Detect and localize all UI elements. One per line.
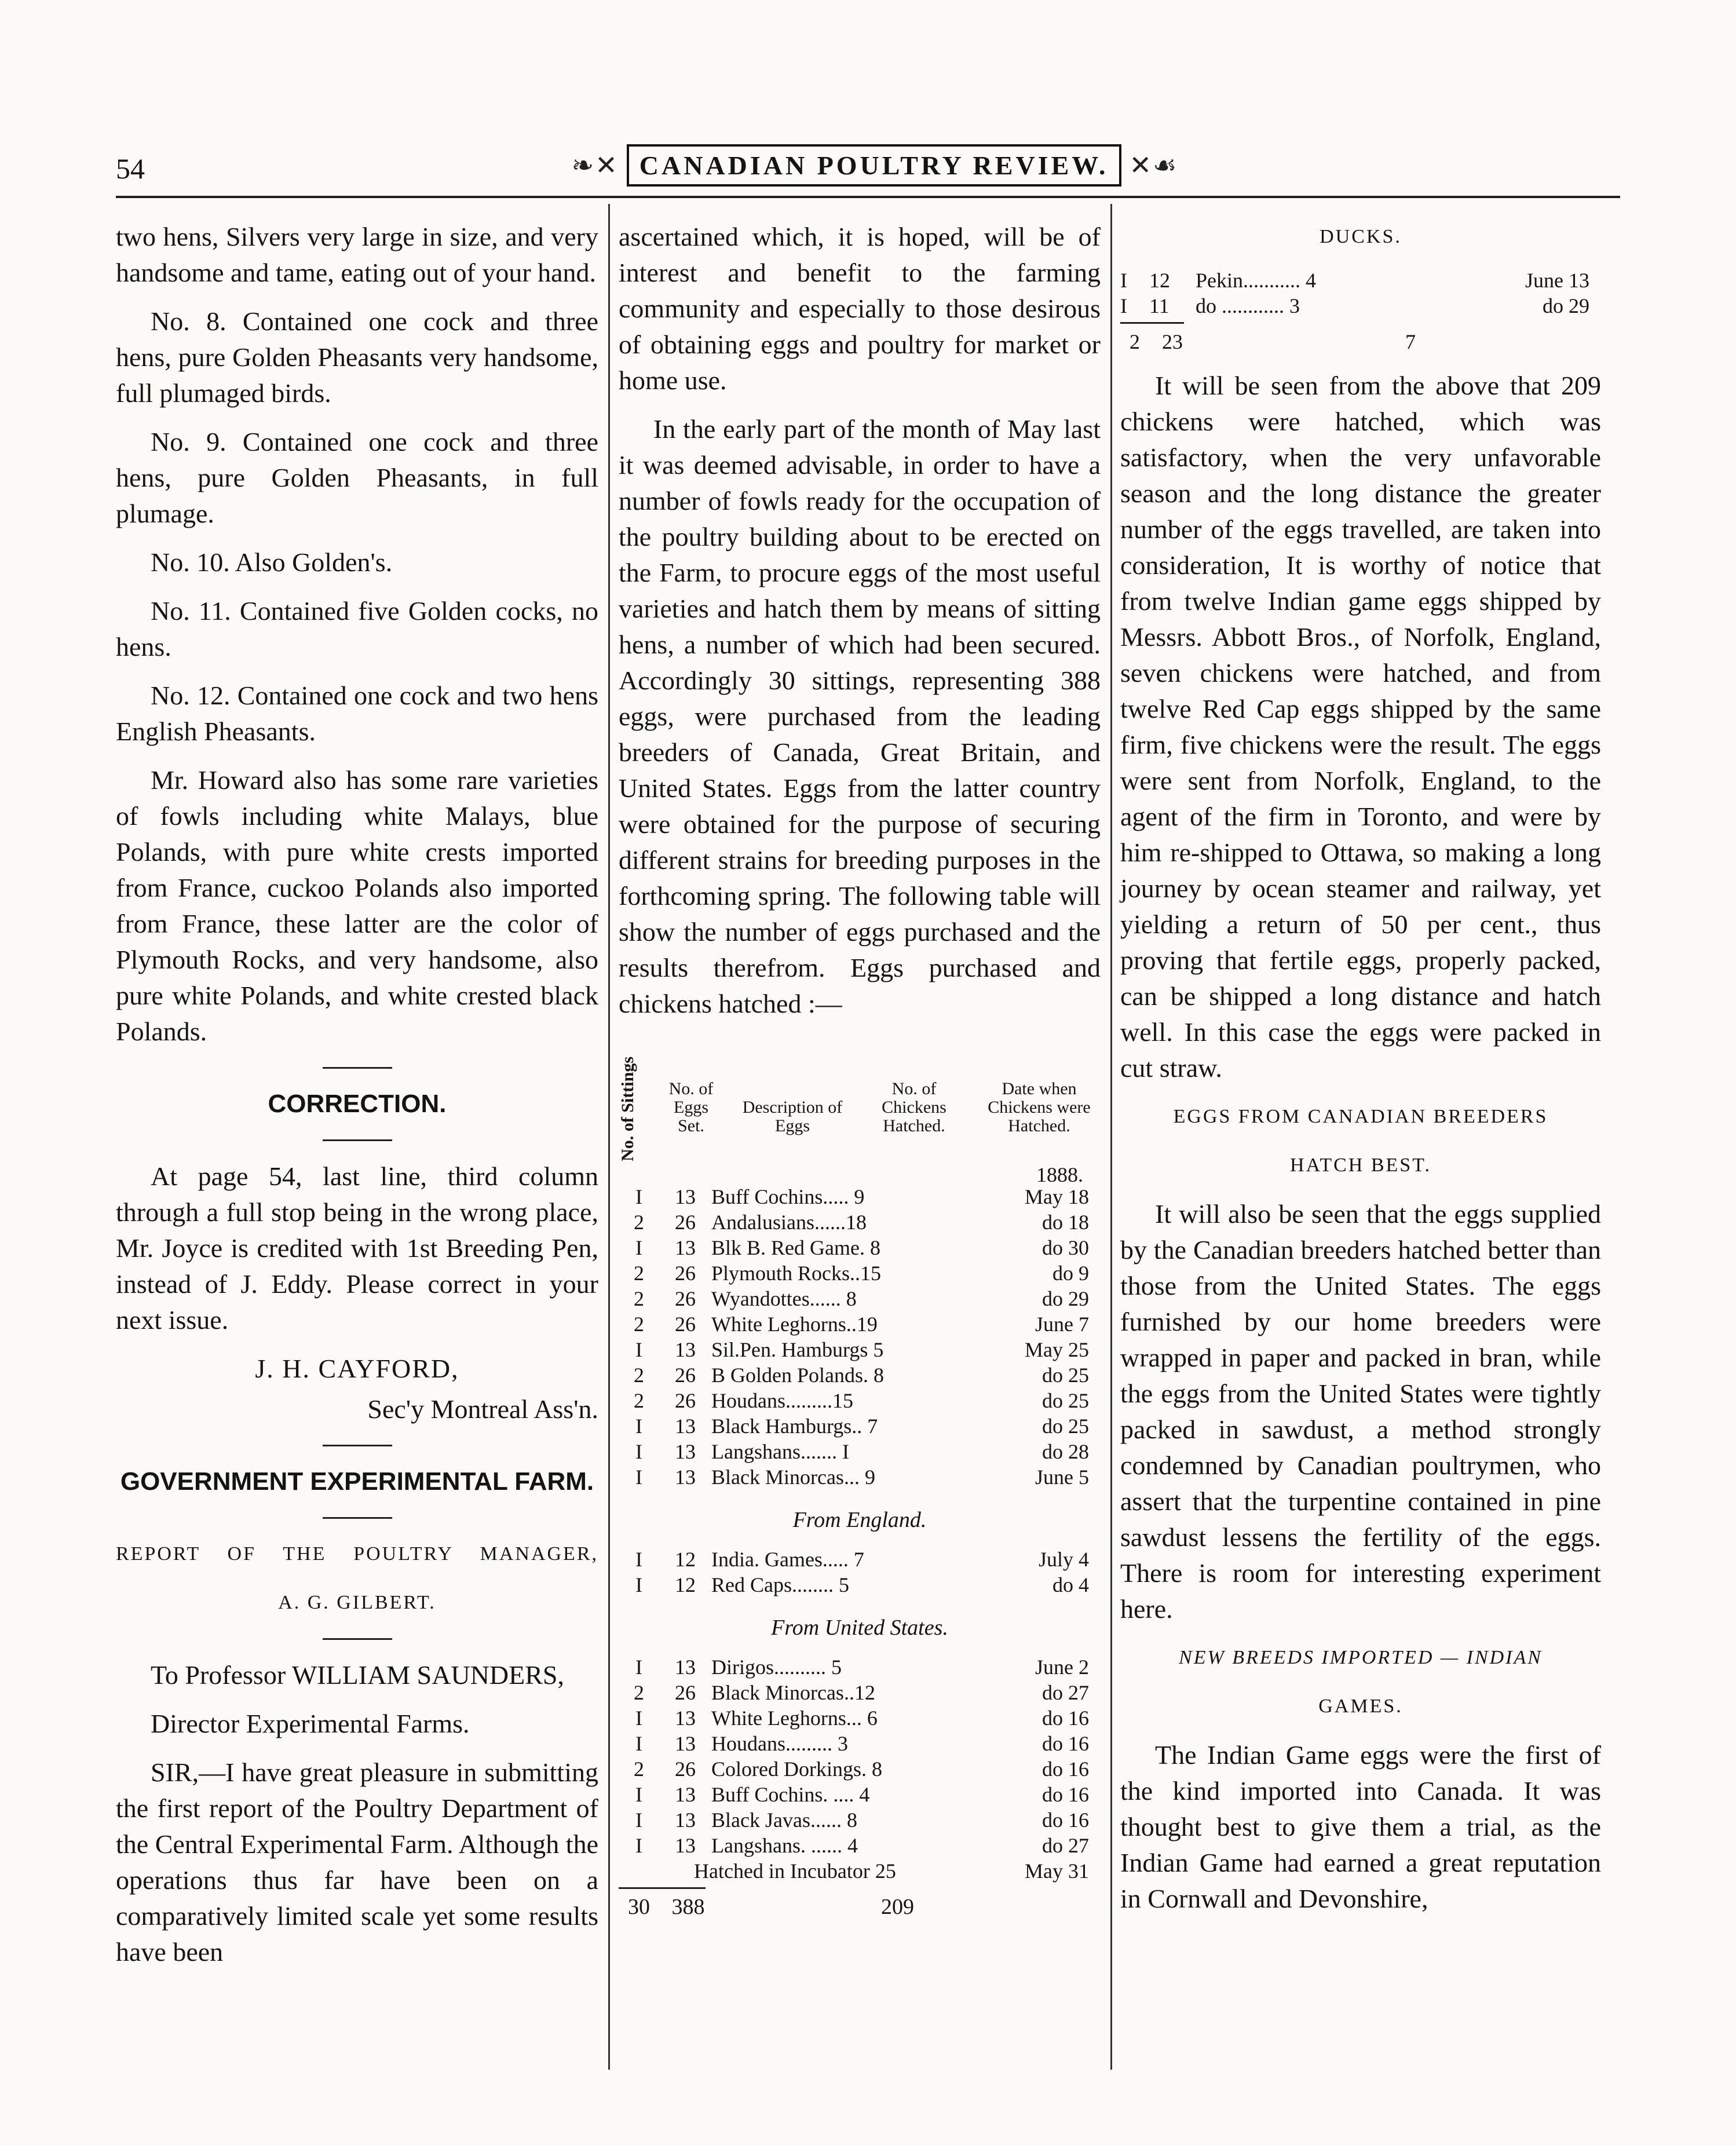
cell-eggs: 13	[675, 1440, 696, 1463]
cell-description: Andalusians......18	[711, 1211, 867, 1234]
table-row	[619, 1439, 1101, 1464]
cell-sittings: I	[635, 1466, 642, 1489]
cell-eggs: 26	[675, 1364, 696, 1387]
table-row	[619, 1547, 1101, 1572]
paragraph: No. 11. Contained five Golden cocks, no hens.	[116, 596, 598, 662]
cell-date: do 25	[1042, 1415, 1089, 1438]
cell-sittings: 2	[634, 1681, 644, 1704]
column-1	[116, 219, 598, 1983]
cell-description: White Leghorns..19	[711, 1313, 878, 1336]
cell-eggs: 26	[675, 1313, 696, 1336]
paragraph: two hens, Silvers very large in size, and very handsome and tame, eating out of your hand.	[116, 222, 598, 287]
publication-title: CANADIAN POULTRY REVIEW.	[627, 144, 1121, 187]
cell-eggs: 26	[675, 1262, 696, 1285]
correction-heading: CORRECTION.	[268, 1090, 447, 1118]
paragraph: It will also be seen that the eggs supplied by the Canadian breeders hatched better than those from the United States. The eggs furnished by our home breeders were wrapped in paper and packed in bran, while the eggs from the United States were tightly packed in sawdust, a method strongly condemned by Canadian poultrymen, who assert that the turpentine contained in pine sawdust lessens the fertility of the eggs. There is room for interesting experiment here.	[1120, 1199, 1601, 1624]
cell-sittings: I	[635, 1185, 642, 1208]
cell-description: Langshans....... I	[711, 1440, 849, 1463]
table-row	[619, 1572, 1101, 1598]
ducks-total-rule	[1120, 322, 1184, 324]
report-subheading: REPORT OF THE POULTRY MANAGER,	[116, 1543, 598, 1565]
cell-date: May 18	[1025, 1185, 1089, 1208]
cell-date: do 28	[1042, 1440, 1089, 1463]
header-description: Description of Eggs	[742, 1098, 843, 1135]
england-label: From England.	[792, 1508, 927, 1532]
paragraph: ascertained which, it is hoped, will be of interest and benefit to the farming community and especially to those desirous of obtaining eggs and poultry for market or home use.	[619, 222, 1101, 395]
header-rule	[116, 196, 1620, 198]
cell-sittings: I	[635, 1656, 642, 1679]
cell-description: Buff Cochins. .... 4	[711, 1783, 870, 1806]
cell-sittings: I	[635, 1783, 642, 1806]
header-sittings: No. of Sittings	[618, 1057, 637, 1161]
table-row	[619, 1705, 1101, 1731]
cell-eggs: 26	[675, 1681, 696, 1704]
address-line: To Professor WILLIAM SAUNDERS,	[151, 1660, 565, 1690]
table-row	[619, 1235, 1101, 1260]
header-date: Date when Chickens were Hatched.	[988, 1079, 1091, 1135]
cell-description: Buff Cochins..... 9	[711, 1185, 865, 1208]
table-year: 1888.	[1036, 1163, 1083, 1186]
us-label: From United States.	[771, 1616, 948, 1640]
cell-description: Black Hamburgs.. 7	[711, 1415, 878, 1438]
subheading: HATCH BEST.	[1290, 1154, 1431, 1176]
section-rule	[323, 1517, 392, 1519]
cell-date: do 18	[1042, 1211, 1089, 1234]
cell-eggs: 26	[675, 1211, 696, 1234]
paragraph: Mr. Howard also has some rare varieties of fowls including white Malays, blue Polands, with pure white crests imported from France, cuckoo Polands also imported from France, these latter are the color of Plymouth Rocks, and very handsome, also pure white Polands, and white crested black Polands.	[116, 765, 598, 1046]
cell-sittings: I	[635, 1338, 642, 1361]
table-row	[619, 1337, 1101, 1362]
total-eggs: 388	[671, 1895, 705, 1919]
total-chickens: 209	[881, 1895, 914, 1919]
cell-sittings: I	[635, 1440, 642, 1463]
cell-eggs: 13	[675, 1834, 696, 1857]
report-author: A. G. GILBERT.	[278, 1592, 436, 1613]
cell-date: do 25	[1042, 1364, 1089, 1387]
cell-date: June 7	[1035, 1313, 1089, 1336]
table-row	[619, 1362, 1101, 1388]
ornament-right-icon: ✕☙	[1129, 151, 1178, 180]
cell-date: do 16	[1042, 1783, 1089, 1806]
ducks-total-sittings: 2	[1130, 330, 1140, 353]
paragraph: In the early part of the month of May last it was deemed advisable, in order to have a number of fowls ready for the occupation of the poultry building about to be erected on the Farm, to procure eggs of the most useful varieties and hatch them by means of sitting hens, a number of which had been secured. Accordingly 30 sittings, representing 388 eggs, were purchased from the leading breeders of Canada, Great Britain, and United States. Eggs from the latter country were obtained for the purpose of securing different strains for breeding purposes in the forthcoming spring. The following table will show the number of eggs purchased and the results therefrom. Eggs purchased and chickens hatched :—	[619, 414, 1101, 1018]
cell-eggs: 13	[675, 1466, 696, 1489]
cell-sittings: I	[635, 1834, 642, 1857]
table-row	[619, 1464, 1101, 1490]
cell-eggs: 13	[675, 1707, 696, 1730]
paragraph: The Indian Game eggs were the first of the kind imported into Canada. It was thought best to give them a trial, as the Indian Game had earned a great reputation in Cornwall and Devonshire,	[1120, 1740, 1601, 1913]
us-rows	[619, 1654, 1101, 1858]
cell-description: Plymouth Rocks..15	[711, 1262, 882, 1285]
ducks-table	[1120, 268, 1601, 319]
address-line: Director Experimental Farms.	[151, 1709, 470, 1738]
cell-date: do 27	[1042, 1834, 1089, 1857]
cell-description: White Leghorns... 6	[711, 1707, 878, 1730]
cell-sittings: I	[635, 1548, 642, 1571]
cell-date: do 16	[1042, 1707, 1089, 1730]
header-chickens: No. of Chickens Hatched.	[882, 1079, 946, 1135]
cell-sittings: I	[635, 1573, 642, 1596]
cell-description: Black Minorcas... 9	[711, 1466, 875, 1489]
cell-eggs: 13	[675, 1808, 696, 1832]
cell-date: do 29	[1543, 294, 1589, 317]
table-row	[619, 1807, 1101, 1833]
cell-description: Colored Dorkings. 8	[711, 1757, 882, 1781]
cell-sittings: 2	[634, 1262, 644, 1285]
cell-description: Langshans. ...... 4	[711, 1834, 858, 1857]
farm-heading: GOVERNMENT EXPERIMENTAL FARM.	[120, 1467, 594, 1496]
table-row	[619, 1184, 1101, 1209]
cell-sittings: I	[1120, 269, 1127, 292]
cell-date: do 9	[1052, 1262, 1089, 1285]
paragraph: It will be seen from the above that 209 chickens were hatched, which was satisfactory, when the very unfavorable season and the long distance the greater number of the eggs travelled, are taken into consideration, It is worthy of notice that from twelve Indian game eggs shipped by Messrs. Abbott Bros., of Norfolk, England, seven chickens were hatched, and from twelve Red Cap eggs shipped by the same firm, five chickens were the result. The eggs were sent from Norfolk, England, to the agent of the firm in Toronto, and were by him re-shipped to Ottawa, so making a long journey by ocean steamer and railway, yet yielding a return of 50 per cent., thus proving that fertile eggs, properly packed, can be shipped a long distance and hatch well. In this case the eggs were packed in cut straw.	[1120, 371, 1601, 1083]
cell-date: June 13	[1525, 269, 1589, 292]
paragraph: No. 12. Contained one cock and two hens English Pheasants.	[116, 681, 598, 746]
cell-sittings: I	[635, 1808, 642, 1832]
table-row	[619, 1260, 1101, 1286]
cell-eggs: 26	[675, 1389, 696, 1412]
cell-date: do 4	[1052, 1573, 1089, 1596]
ornament-left-icon: ❧✕	[571, 151, 619, 180]
cell-description: Houdans.........15	[711, 1389, 853, 1412]
column-divider-1	[608, 204, 610, 2070]
ducks-total-eggs: 23	[1162, 330, 1183, 353]
cell-description: Dirigos.......... 5	[711, 1656, 842, 1679]
signature-title: Sec'y Montreal Ass'n.	[367, 1394, 598, 1424]
section-rule	[323, 1067, 392, 1069]
cell-eggs: 13	[675, 1338, 696, 1361]
header-eggs: No. of Eggs Set.	[668, 1079, 714, 1135]
cell-sittings: I	[635, 1707, 642, 1730]
ducks-totals	[1120, 327, 1601, 356]
cell-eggs: 12	[675, 1573, 696, 1596]
cell-description: Pekin........... 4	[1196, 269, 1317, 292]
section-rule	[323, 1139, 392, 1141]
cell-date: July 4	[1038, 1548, 1089, 1571]
cell-sittings: 2	[634, 1313, 644, 1336]
cell-eggs: 13	[675, 1185, 696, 1208]
cell-description: Black Javas...... 8	[711, 1808, 857, 1832]
cell-sittings: 2	[634, 1287, 644, 1310]
cell-description: Sil.Pen. Hamburgs 5	[711, 1338, 884, 1361]
table-row	[619, 1311, 1101, 1337]
eggs-table	[619, 1045, 1101, 1921]
cell-sittings: 2	[634, 1211, 644, 1234]
cell-eggs: 11	[1149, 294, 1169, 317]
masthead	[571, 139, 1178, 191]
cell-eggs: 13	[675, 1783, 696, 1806]
cell-eggs: 13	[675, 1236, 696, 1259]
signature-name: J. H. CAYFORD,	[255, 1354, 459, 1383]
table-row	[1120, 293, 1601, 319]
canada-rows	[619, 1184, 1101, 1490]
ducks-heading: DUCKS.	[1320, 226, 1402, 247]
subheading: NEW BREEDS IMPORTED — INDIAN	[1179, 1647, 1543, 1668]
table-row	[619, 1209, 1101, 1235]
cell-sittings: I	[1120, 294, 1127, 317]
table-header	[619, 1045, 1101, 1184]
cell-description: B Golden Polands. 8	[711, 1364, 885, 1387]
cell-sittings: I	[635, 1732, 642, 1755]
cell-eggs: 13	[675, 1415, 696, 1438]
table-row	[619, 1833, 1101, 1858]
cell-sittings: 2	[634, 1364, 644, 1387]
subheading: EGGS FROM CANADIAN BREEDERS	[1173, 1106, 1548, 1127]
cell-description: Houdans......... 3	[711, 1732, 848, 1755]
cell-date: June 2	[1035, 1656, 1089, 1679]
cell-date: June 5	[1035, 1466, 1089, 1489]
cell-date: do 16	[1042, 1757, 1089, 1781]
cell-sittings: I	[635, 1415, 642, 1438]
cell-sittings: 2	[634, 1389, 644, 1412]
cell-description: Black Minorcas..12	[711, 1681, 875, 1704]
cell-date: do 29	[1042, 1287, 1089, 1310]
table-row	[619, 1413, 1101, 1439]
section-rule	[323, 1445, 392, 1446]
section-rule	[323, 1638, 392, 1640]
column-divider-2	[1110, 204, 1112, 2070]
column-3	[1120, 219, 1601, 1930]
incubator-text: Hatched in Incubator 25	[694, 1859, 896, 1883]
england-rows	[619, 1547, 1101, 1598]
incubator-row	[619, 1858, 1101, 1884]
cell-date: do 25	[1042, 1389, 1089, 1412]
table-row	[619, 1782, 1101, 1807]
paragraph: No. 8. Contained one cock and three hens, pure Golden Pheasants very handsome, full plumaged birds.	[116, 306, 598, 408]
cell-description: Red Caps........ 5	[711, 1573, 849, 1596]
cell-date: do 16	[1042, 1808, 1089, 1832]
cell-eggs: 13	[675, 1732, 696, 1755]
cell-sittings: 2	[634, 1757, 644, 1781]
table-row	[619, 1680, 1101, 1705]
cell-eggs: 26	[675, 1757, 696, 1781]
cell-eggs: 12	[1149, 269, 1170, 292]
cell-date: do 30	[1042, 1236, 1089, 1259]
page-number: 54	[116, 152, 145, 185]
ducks-total-chickens: 7	[1405, 330, 1416, 353]
cell-eggs: 12	[675, 1548, 696, 1571]
table-row	[619, 1388, 1101, 1413]
cell-date: do 16	[1042, 1732, 1089, 1755]
table-row	[1120, 268, 1601, 293]
totals-row	[619, 1892, 1101, 1921]
paragraph: No. 9. Contained one cock and three hens, pure Golden Pheasants, in full plumage.	[116, 427, 598, 528]
incubator-date: May 31	[1025, 1859, 1089, 1883]
table-row	[619, 1654, 1101, 1680]
cell-sittings: I	[635, 1236, 642, 1259]
cell-description: do ............ 3	[1196, 294, 1300, 317]
cell-date: do 27	[1042, 1681, 1089, 1704]
cell-description: India. Games..... 7	[711, 1548, 864, 1571]
total-sittings: 30	[628, 1895, 650, 1919]
table-row	[619, 1756, 1101, 1782]
correction-paragraph: At page 54, last line, third column through a full stop being in the wrong place, Mr. Joyce is credited with 1st Breeding Pen, instead of J. Eddy. Please correct in your next issue.	[116, 1161, 598, 1335]
paragraph: SIR,—I have great pleasure in submitting the first report of the Poultry Department of the Central Experimental Farm. Although the operations thus far have been on a comparatively limited scale yet some results have been	[116, 1757, 598, 1967]
table-row	[619, 1731, 1101, 1756]
cell-eggs: 26	[675, 1287, 696, 1310]
cell-description: Wyandottes...... 8	[711, 1287, 857, 1310]
cell-date: May 25	[1025, 1338, 1089, 1361]
column-2	[619, 219, 1101, 1921]
cell-eggs: 13	[675, 1656, 696, 1679]
subheading: GAMES.	[1318, 1695, 1403, 1717]
total-rule	[619, 1887, 706, 1889]
cell-description: Blk B. Red Game. 8	[711, 1236, 880, 1259]
paragraph: No. 10. Also Golden's.	[151, 547, 393, 577]
table-row	[619, 1286, 1101, 1311]
